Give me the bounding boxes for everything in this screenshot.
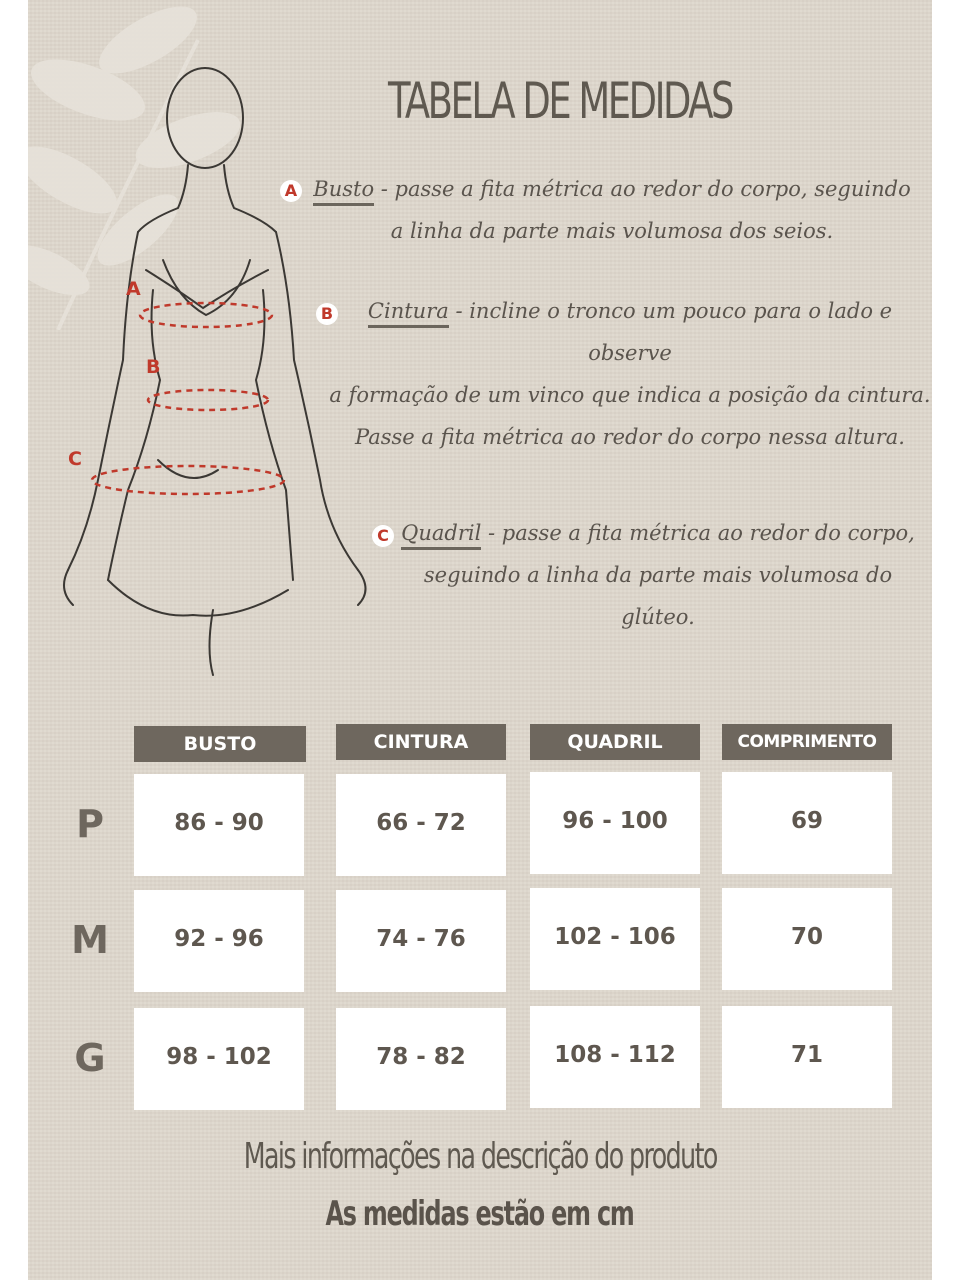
- instruction-busto: [302, 168, 922, 252]
- table-cell: 71: [722, 1006, 892, 1108]
- page-title: TABELA DE MEDIDAS: [388, 72, 732, 130]
- footer-info: Mais informações na descrição do produto: [243, 1136, 717, 1177]
- cintura-line3: a formação de um vinco que indica a posição da cintura.: [329, 383, 931, 407]
- size-label-m: M: [71, 918, 109, 962]
- badge-b: B: [316, 303, 338, 325]
- table-cell: 92 - 96: [134, 890, 304, 992]
- table-cell: 78 - 82: [336, 1008, 506, 1110]
- term-busto: Busto: [313, 177, 374, 206]
- table-cell: 102 - 106: [530, 888, 700, 990]
- table-cell: 70: [722, 888, 892, 990]
- column-header-busto: BUSTO: [134, 726, 306, 762]
- badge-c: C: [372, 525, 394, 547]
- table-cell: 86 - 90: [134, 774, 304, 876]
- table-cell: 108 - 112: [530, 1006, 700, 1108]
- busto-line1: - passe a fita métrica ao redor do corpo, seguindo: [374, 177, 911, 201]
- footer-units: As medidas estão em cm: [325, 1194, 635, 1234]
- column-header-cintura: CINTURA: [336, 724, 506, 760]
- badge-a: A: [280, 180, 302, 202]
- table-cell: 66 - 72: [336, 774, 506, 876]
- cintura-line2: observe: [588, 341, 672, 365]
- cintura-line1: - incline o tronco um pouco para o lado e: [448, 299, 893, 323]
- quadril-line3: glúteo.: [621, 605, 695, 629]
- size-label-g: G: [74, 1036, 106, 1080]
- table-cell: 69: [722, 772, 892, 874]
- column-header-comprimento: COMPRIMENTO: [722, 724, 892, 760]
- column-header-quadril: QUADRIL: [530, 724, 700, 760]
- term-quadril: Quadril: [401, 521, 481, 550]
- instruction-cintura: [328, 290, 932, 458]
- instruction-quadril: [384, 512, 932, 638]
- quadril-line1: - passe a fita métrica ao redor do corpo,: [481, 521, 915, 545]
- term-cintura: Cintura: [368, 299, 449, 328]
- figure-marker-b: B: [146, 356, 161, 378]
- size-chart-page: [28, 0, 932, 1280]
- size-label-p: P: [76, 802, 104, 846]
- quadril-line2: seguindo a linha da parte mais volumosa do: [423, 563, 893, 587]
- table-cell: 96 - 100: [530, 772, 700, 874]
- figure-marker-c: C: [68, 448, 82, 470]
- cintura-line4: Passe a fita métrica ao redor do corpo nessa altura.: [355, 425, 905, 449]
- table-cell: 98 - 102: [134, 1008, 304, 1110]
- busto-line2: a linha da parte mais volumosa dos seios.: [390, 219, 834, 243]
- figure-marker-a: A: [126, 278, 141, 300]
- table-cell: 74 - 76: [336, 890, 506, 992]
